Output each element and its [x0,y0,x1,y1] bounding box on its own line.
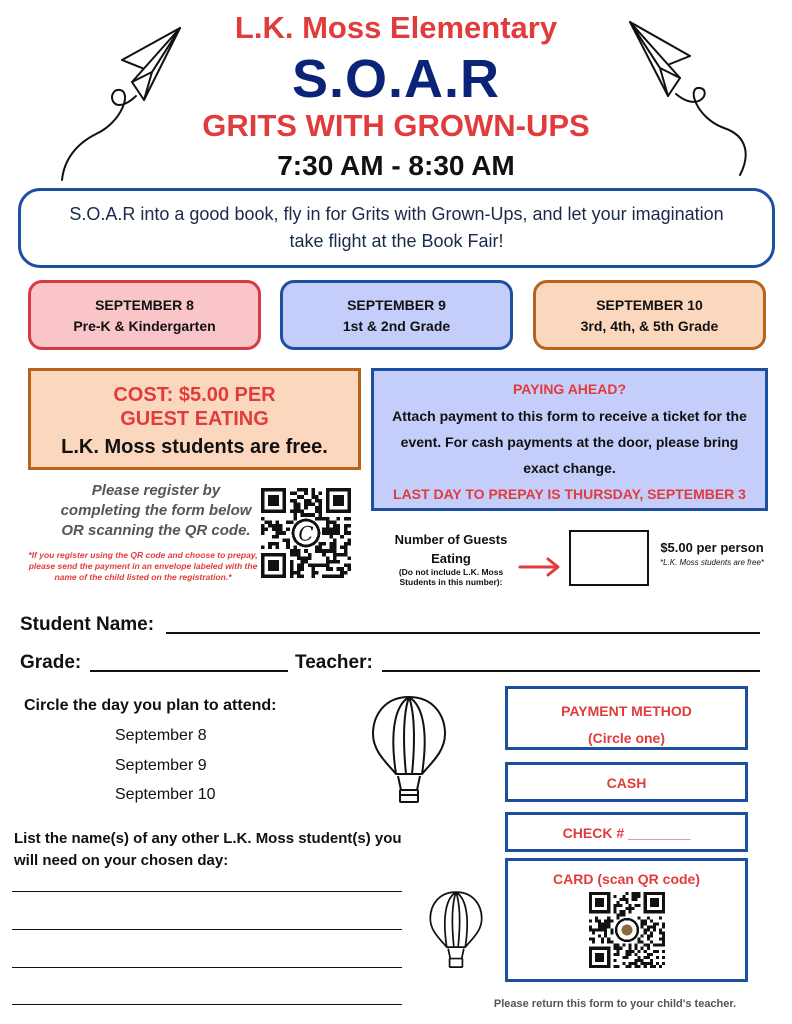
attend-option-sept-10[interactable]: September 10 [115,786,216,803]
day-card-sept-10 [533,280,766,350]
guests-count-input[interactable] [569,530,649,586]
payment-option-cash[interactable]: CASH [505,762,748,802]
attend-day-label: Circle the day you plan to attend: [24,697,277,714]
other-student-field[interactable] [12,1004,402,1005]
day-grades: 1st & 2nd Grade [342,317,451,334]
hot-air-balloon-small-icon [428,890,484,970]
payment-method-subtitle: (Circle one) [587,730,665,746]
other-student-field[interactable] [12,891,402,892]
registration-qr-code-icon[interactable] [261,488,351,578]
intro-box [18,188,775,268]
price-note: *L.K. Moss students are free* [659,558,765,567]
payment-card-label: CARD (scan QR code) [552,871,701,887]
day-grades: 3rd, 4th, & 5th Grade [580,317,719,334]
hot-air-balloon-icon [370,694,448,806]
arrow-right-icon [518,556,564,578]
price-per-person: $5.00 per person [660,540,764,555]
svg-text:C: C [298,522,314,546]
teacher-label: Teacher: [295,652,373,673]
attend-option-sept-9[interactable]: September 9 [115,757,207,774]
student-name-label: Student Name: [20,614,155,635]
grade-field[interactable] [90,670,288,672]
other-students-label: List the name(s) of any other L.K. Moss student(s) you will need on your chosen day: [14,830,402,869]
guests-count-label: Number of Guests Eating [394,532,508,566]
cost-line-1: COST: $5.00 PER [113,384,276,406]
register-note: *If you register using the QR code and choose to prepay, please send the payment in an envelope labeled with the name of the child listed on the registration.* [28,550,258,582]
cost-box [28,368,361,470]
other-student-field[interactable] [12,967,402,968]
prepay-deadline: LAST DAY TO PREPAY IS THURSDAY, SEPTEMBER 3 [393,486,746,502]
paying-ahead-title: PAYING AHEAD? [512,381,627,397]
grade-label: Grade: [20,652,82,673]
teacher-field[interactable] [382,670,760,672]
register-instructions: Please register by completing the form below OR scanning the QR code. [60,482,252,539]
event-title: GRITS WITH GROWN-UPS [202,108,590,143]
day-date: SEPTEMBER 9 [347,296,446,313]
day-card-sept-8 [28,280,261,350]
day-date: SEPTEMBER 8 [95,296,194,313]
school-name: L.K. Moss Elementary [234,10,558,45]
paying-ahead-body: Attach payment to this form to receive a ticket for the event. For cash payments at the door, please bring exact change. [392,408,747,476]
student-name-field[interactable] [166,632,760,634]
payment-qr-code-icon[interactable] [589,892,665,968]
program-title: S.O.A.R [291,49,501,109]
guests-count-note: (Do not include L.K. Moss Students in this number): [398,567,504,587]
attend-option-sept-8[interactable]: September 8 [115,727,207,744]
payment-option-check[interactable]: CHECK # ________ [505,812,748,852]
return-form-note: Please return this form to your child's teacher. [493,998,737,1010]
day-grades: Pre-K & Kindergarten [73,317,216,334]
intro-text: S.O.A.R into a good book, fly in for Grits with Grown-Ups, and let your imagination take flight at the Book Fair! [69,204,724,251]
day-date: SEPTEMBER 10 [596,296,703,313]
paying-ahead-box [371,368,768,511]
event-time: 7:30 AM - 8:30 AM [277,150,515,181]
other-student-field[interactable] [12,929,402,930]
payment-method-title: PAYMENT METHOD [561,703,692,719]
cost-line-3: L.K. Moss students are free. [61,436,328,458]
day-card-sept-9 [280,280,513,350]
cost-line-2: GUEST EATING [120,408,269,430]
payment-method-box [505,686,748,750]
